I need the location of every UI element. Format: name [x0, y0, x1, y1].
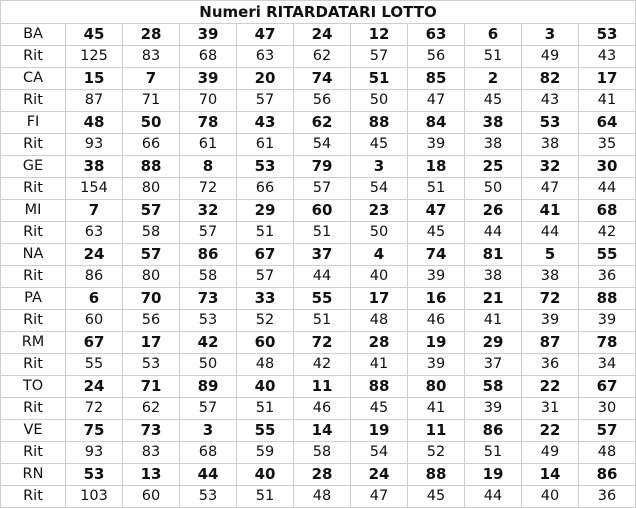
numero-cell: 17	[123, 332, 180, 354]
numero-cell: 26	[465, 200, 522, 222]
numero-cell: 3	[180, 420, 237, 442]
numero-cell: 72	[294, 332, 351, 354]
rit-label: Rit	[1, 486, 66, 508]
numero-cell: 11	[408, 420, 465, 442]
numero-cell: 74	[294, 68, 351, 90]
numero-cell: 14	[294, 420, 351, 442]
numero-cell: 44	[180, 464, 237, 486]
ritardo-cell: 80	[123, 178, 180, 200]
ritardo-cell: 50	[351, 222, 408, 244]
ritardo-cell: 45	[351, 398, 408, 420]
numeri-row-ge	[1, 156, 636, 178]
numeri-row-rm	[1, 332, 636, 354]
numero-cell: 14	[522, 464, 579, 486]
numero-cell: 28	[351, 332, 408, 354]
ritardo-cell: 44	[522, 222, 579, 244]
numero-cell: 86	[180, 244, 237, 266]
numero-cell: 67	[237, 244, 294, 266]
numero-cell: 79	[294, 156, 351, 178]
ritardo-cell: 57	[237, 266, 294, 288]
ritardo-cell: 48	[579, 442, 636, 464]
ritardo-cell: 40	[522, 486, 579, 508]
numeri-row-fi	[1, 112, 636, 134]
numero-cell: 41	[522, 200, 579, 222]
ritardo-cell: 54	[351, 442, 408, 464]
numero-cell: 38	[66, 156, 123, 178]
ritardo-cell: 39	[408, 134, 465, 156]
numero-cell: 84	[408, 112, 465, 134]
ritardo-cell: 51	[465, 46, 522, 68]
ritardo-cell: 38	[465, 266, 522, 288]
ruota-label: RN	[1, 464, 66, 486]
numero-cell: 88	[123, 156, 180, 178]
ritardo-cell: 50	[465, 178, 522, 200]
ritardo-cell: 83	[123, 46, 180, 68]
numero-cell: 78	[579, 332, 636, 354]
ritardo-cell: 51	[237, 486, 294, 508]
numero-cell: 28	[294, 464, 351, 486]
numero-cell: 40	[237, 464, 294, 486]
ritardo-cell: 44	[465, 486, 522, 508]
numero-cell: 24	[66, 376, 123, 398]
ritardo-cell: 125	[66, 46, 123, 68]
numero-cell: 38	[465, 112, 522, 134]
numero-cell: 7	[66, 200, 123, 222]
numero-cell: 11	[294, 376, 351, 398]
ritardo-cell: 39	[579, 310, 636, 332]
ritardo-cell: 54	[294, 134, 351, 156]
numero-cell: 24	[294, 24, 351, 46]
numero-cell: 15	[66, 68, 123, 90]
numero-cell: 73	[123, 420, 180, 442]
numero-cell: 8	[180, 156, 237, 178]
ruota-label: CA	[1, 68, 66, 90]
ritardo-cell: 71	[123, 90, 180, 112]
ritardo-cell: 83	[123, 442, 180, 464]
ritardo-cell: 56	[408, 46, 465, 68]
numero-cell: 39	[180, 24, 237, 46]
ritardo-row-na	[1, 266, 636, 288]
ritardo-cell: 60	[66, 310, 123, 332]
ritardo-cell: 61	[180, 134, 237, 156]
rit-label: Rit	[1, 310, 66, 332]
numero-cell: 63	[408, 24, 465, 46]
numero-cell: 29	[465, 332, 522, 354]
numero-cell: 55	[237, 420, 294, 442]
ritardo-cell: 57	[180, 398, 237, 420]
ruota-label: TO	[1, 376, 66, 398]
ritardo-cell: 47	[408, 90, 465, 112]
ritardo-cell: 34	[579, 354, 636, 376]
numero-cell: 4	[351, 244, 408, 266]
ritardo-cell: 154	[66, 178, 123, 200]
ritardo-cell: 70	[180, 90, 237, 112]
ritardo-cell: 42	[579, 222, 636, 244]
ritardo-cell: 47	[351, 486, 408, 508]
numero-cell: 53	[579, 24, 636, 46]
ritardo-cell: 86	[66, 266, 123, 288]
numero-cell: 7	[123, 68, 180, 90]
ritardo-cell: 41	[465, 310, 522, 332]
numero-cell: 86	[465, 420, 522, 442]
rit-label: Rit	[1, 178, 66, 200]
table-body	[1, 24, 636, 508]
numero-cell: 47	[408, 200, 465, 222]
ritardo-cell: 41	[579, 90, 636, 112]
ritardo-cell: 44	[465, 222, 522, 244]
ritardo-cell: 58	[123, 222, 180, 244]
ritardo-cell: 36	[579, 486, 636, 508]
ritardo-cell: 66	[237, 178, 294, 200]
ritardo-cell: 36	[522, 354, 579, 376]
ritardo-cell: 48	[351, 310, 408, 332]
ruota-label: RM	[1, 332, 66, 354]
numero-cell: 51	[351, 68, 408, 90]
ritardo-cell: 56	[294, 90, 351, 112]
ritardo-cell: 63	[66, 222, 123, 244]
ritardo-cell: 51	[408, 178, 465, 200]
ritardo-row-rm	[1, 354, 636, 376]
ritardo-cell: 61	[237, 134, 294, 156]
numero-cell: 45	[66, 24, 123, 46]
rit-label: Rit	[1, 90, 66, 112]
numero-cell: 28	[123, 24, 180, 46]
numero-cell: 86	[579, 464, 636, 486]
numero-cell: 3	[522, 24, 579, 46]
ritardo-cell: 52	[237, 310, 294, 332]
ritardo-cell: 40	[351, 266, 408, 288]
ritardo-cell: 49	[522, 46, 579, 68]
ritardo-cell: 62	[123, 398, 180, 420]
numero-cell: 82	[522, 68, 579, 90]
numero-cell: 37	[294, 244, 351, 266]
rit-label: Rit	[1, 354, 66, 376]
numero-cell: 5	[522, 244, 579, 266]
ritardo-cell: 50	[351, 90, 408, 112]
ritardo-cell: 45	[408, 486, 465, 508]
ritardo-cell: 39	[408, 266, 465, 288]
ritardo-cell: 53	[180, 486, 237, 508]
ritardo-cell: 47	[522, 178, 579, 200]
numero-cell: 6	[465, 24, 522, 46]
ritardo-cell: 63	[237, 46, 294, 68]
numero-cell: 22	[522, 420, 579, 442]
ruota-label: PA	[1, 288, 66, 310]
ritardo-cell: 57	[351, 46, 408, 68]
ritardo-cell: 44	[294, 266, 351, 288]
numero-cell: 22	[522, 376, 579, 398]
numero-cell: 25	[465, 156, 522, 178]
rit-label: Rit	[1, 222, 66, 244]
ruota-label: MI	[1, 200, 66, 222]
ritardo-cell: 45	[408, 222, 465, 244]
ritardo-row-fi	[1, 134, 636, 156]
numero-cell: 32	[522, 156, 579, 178]
ritardo-cell: 30	[579, 398, 636, 420]
numero-cell: 42	[180, 332, 237, 354]
ritardo-cell: 103	[66, 486, 123, 508]
numero-cell: 70	[123, 288, 180, 310]
numero-cell: 23	[351, 200, 408, 222]
numero-cell: 19	[408, 332, 465, 354]
numero-cell: 68	[579, 200, 636, 222]
ritardo-cell: 53	[180, 310, 237, 332]
numero-cell: 62	[294, 112, 351, 134]
rit-label: Rit	[1, 134, 66, 156]
numero-cell: 19	[465, 464, 522, 486]
numero-cell: 88	[351, 112, 408, 134]
ritardo-cell: 51	[294, 222, 351, 244]
ritardo-cell: 53	[123, 354, 180, 376]
numero-cell: 2	[465, 68, 522, 90]
numero-cell: 87	[522, 332, 579, 354]
numero-cell: 17	[579, 68, 636, 90]
ruota-label: GE	[1, 156, 66, 178]
numero-cell: 60	[237, 332, 294, 354]
ritardo-cell: 51	[237, 222, 294, 244]
numeri-row-mi	[1, 200, 636, 222]
ritardo-cell: 39	[522, 310, 579, 332]
numeri-row-ba	[1, 24, 636, 46]
ritardo-cell: 72	[66, 398, 123, 420]
ritardo-row-to	[1, 398, 636, 420]
numero-cell: 3	[351, 156, 408, 178]
numero-cell: 16	[408, 288, 465, 310]
ritardo-row-rn	[1, 486, 636, 508]
ritardo-cell: 48	[237, 354, 294, 376]
ritardo-cell: 56	[123, 310, 180, 332]
ritardo-cell: 58	[180, 266, 237, 288]
numero-cell: 60	[294, 200, 351, 222]
ritardo-cell: 41	[408, 398, 465, 420]
numero-cell: 78	[180, 112, 237, 134]
rit-label: Rit	[1, 266, 66, 288]
ritardo-cell: 38	[465, 134, 522, 156]
numero-cell: 43	[237, 112, 294, 134]
ritardo-cell: 42	[294, 354, 351, 376]
numero-cell: 6	[66, 288, 123, 310]
numero-cell: 53	[237, 156, 294, 178]
ritardo-cell: 49	[522, 442, 579, 464]
rit-label: Rit	[1, 46, 66, 68]
numeri-row-ve	[1, 420, 636, 442]
ritardo-cell: 66	[123, 134, 180, 156]
ritardo-cell: 37	[465, 354, 522, 376]
ritardo-cell: 59	[237, 442, 294, 464]
ritardo-cell: 45	[465, 90, 522, 112]
numero-cell: 80	[408, 376, 465, 398]
ritardo-cell: 68	[180, 46, 237, 68]
ritardo-cell: 62	[294, 46, 351, 68]
numero-cell: 21	[465, 288, 522, 310]
ritardo-cell: 31	[522, 398, 579, 420]
ritardo-cell: 35	[579, 134, 636, 156]
numeri-row-rn	[1, 464, 636, 486]
numero-cell: 89	[180, 376, 237, 398]
ritardo-cell: 38	[522, 134, 579, 156]
numero-cell: 53	[66, 464, 123, 486]
numero-cell: 85	[408, 68, 465, 90]
numero-cell: 72	[522, 288, 579, 310]
ritardo-cell: 51	[294, 310, 351, 332]
numero-cell: 48	[66, 112, 123, 134]
numeri-row-pa	[1, 288, 636, 310]
numero-cell: 18	[408, 156, 465, 178]
numeri-row-ca	[1, 68, 636, 90]
ritardo-cell: 57	[294, 178, 351, 200]
ritardo-cell: 43	[522, 90, 579, 112]
numero-cell: 57	[123, 244, 180, 266]
ruota-label: NA	[1, 244, 66, 266]
numero-cell: 47	[237, 24, 294, 46]
ritardo-cell: 51	[237, 398, 294, 420]
numero-cell: 55	[294, 288, 351, 310]
ritardo-cell: 45	[351, 134, 408, 156]
numero-cell: 88	[351, 376, 408, 398]
ritardo-cell: 41	[351, 354, 408, 376]
ritardo-cell: 57	[237, 90, 294, 112]
ritardo-cell: 93	[66, 442, 123, 464]
numero-cell: 73	[180, 288, 237, 310]
numeri-row-to	[1, 376, 636, 398]
table-title: Numeri RITARDATARI LOTTO	[1, 1, 636, 24]
ritardo-cell: 39	[465, 398, 522, 420]
numero-cell: 88	[579, 288, 636, 310]
numero-cell: 29	[237, 200, 294, 222]
ritardo-cell: 93	[66, 134, 123, 156]
numero-cell: 20	[237, 68, 294, 90]
ritardo-row-mi	[1, 222, 636, 244]
numero-cell: 40	[237, 376, 294, 398]
numero-cell: 58	[465, 376, 522, 398]
ritardo-cell: 60	[123, 486, 180, 508]
numero-cell: 88	[408, 464, 465, 486]
ritardo-cell: 68	[180, 442, 237, 464]
numero-cell: 30	[579, 156, 636, 178]
ritardo-cell: 51	[465, 442, 522, 464]
rit-label: Rit	[1, 398, 66, 420]
ritardo-cell: 48	[294, 486, 351, 508]
numero-cell: 12	[351, 24, 408, 46]
numero-cell: 24	[351, 464, 408, 486]
numero-cell: 75	[66, 420, 123, 442]
ruota-label: BA	[1, 24, 66, 46]
numero-cell: 24	[66, 244, 123, 266]
numero-cell: 81	[465, 244, 522, 266]
numero-cell: 74	[408, 244, 465, 266]
numero-cell: 32	[180, 200, 237, 222]
ritardo-row-ba	[1, 46, 636, 68]
ritardo-cell: 44	[579, 178, 636, 200]
numero-cell: 64	[579, 112, 636, 134]
ritardo-cell: 36	[579, 266, 636, 288]
ritardo-cell: 46	[294, 398, 351, 420]
ruota-label: FI	[1, 112, 66, 134]
ritardo-cell: 58	[294, 442, 351, 464]
numeri-row-na	[1, 244, 636, 266]
ritardo-row-pa	[1, 310, 636, 332]
ritardo-cell: 52	[408, 442, 465, 464]
numero-cell: 57	[123, 200, 180, 222]
ritardo-cell: 55	[66, 354, 123, 376]
ruota-label: VE	[1, 420, 66, 442]
ritardo-row-ca	[1, 90, 636, 112]
ritardo-cell: 57	[180, 222, 237, 244]
ritardo-cell: 72	[180, 178, 237, 200]
numero-cell: 39	[180, 68, 237, 90]
numero-cell: 57	[579, 420, 636, 442]
ritardo-cell: 39	[408, 354, 465, 376]
numero-cell: 13	[123, 464, 180, 486]
numero-cell: 55	[579, 244, 636, 266]
ritardo-cell: 43	[579, 46, 636, 68]
ritardo-cell: 50	[180, 354, 237, 376]
numero-cell: 53	[522, 112, 579, 134]
ritardo-cell: 80	[123, 266, 180, 288]
numero-cell: 71	[123, 376, 180, 398]
ritardo-cell: 38	[522, 266, 579, 288]
numero-cell: 33	[237, 288, 294, 310]
ritardo-cell: 46	[408, 310, 465, 332]
ritardo-cell: 54	[351, 178, 408, 200]
numero-cell: 17	[351, 288, 408, 310]
ritardo-row-ve	[1, 442, 636, 464]
numero-cell: 19	[351, 420, 408, 442]
rit-label: Rit	[1, 442, 66, 464]
numero-cell: 67	[66, 332, 123, 354]
numero-cell: 67	[579, 376, 636, 398]
ritardo-row-ge	[1, 178, 636, 200]
numero-cell: 50	[123, 112, 180, 134]
ritardo-cell: 87	[66, 90, 123, 112]
